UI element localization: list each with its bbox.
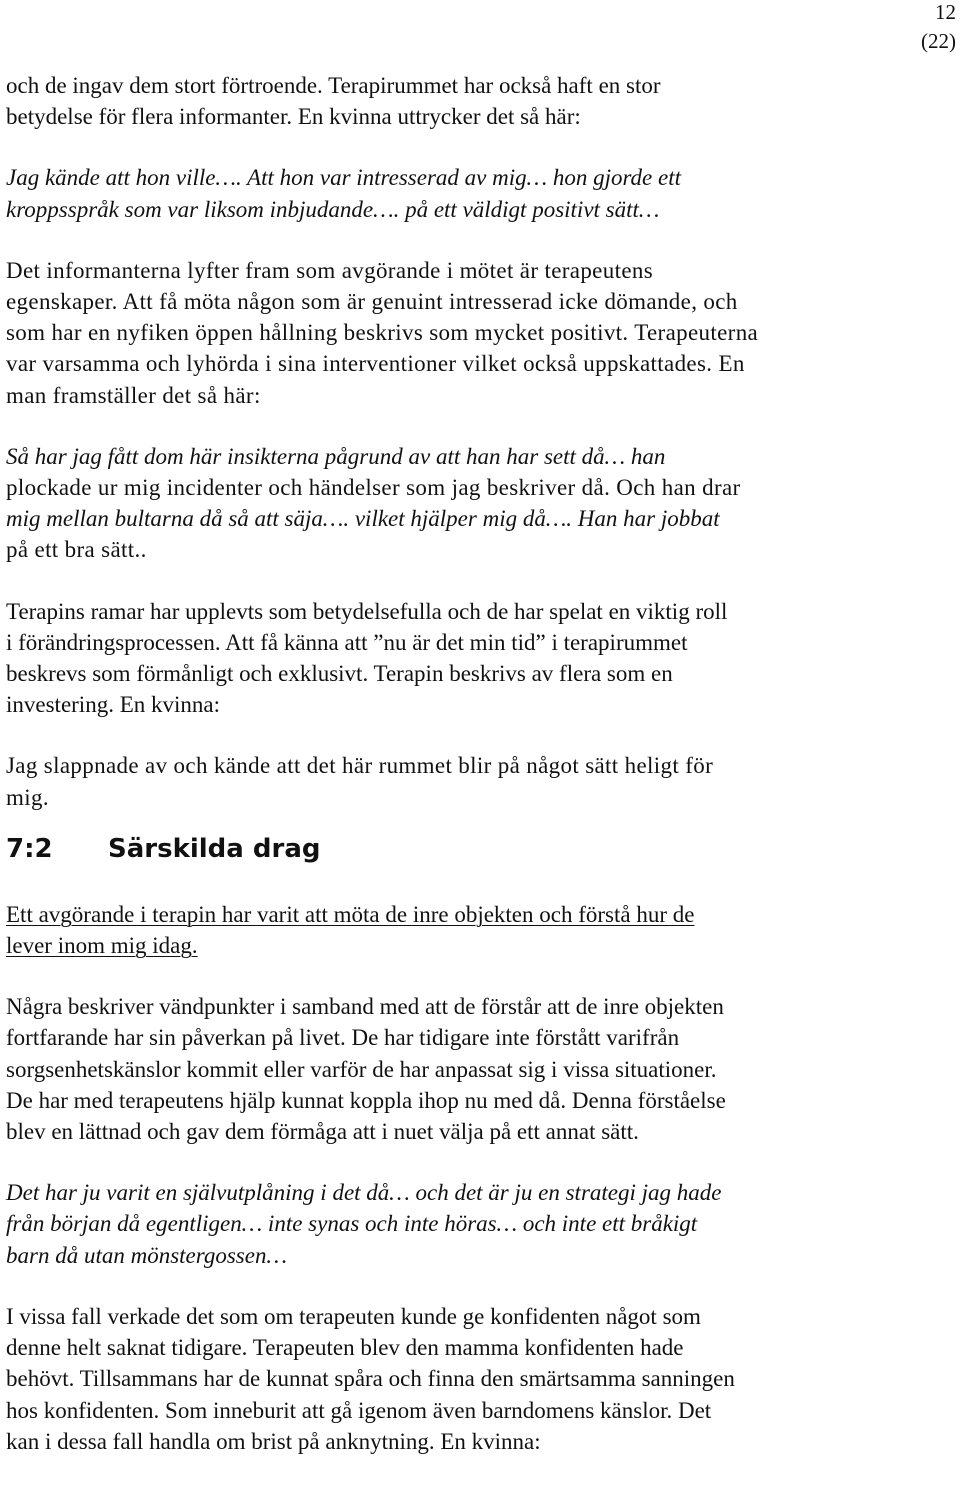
text-line: kan i dessa fall handla om brist på anknytning. En kvinna: [6,1428,541,1454]
quote-line: Jag slappnade av och kände att det här rummet blir på något sätt heligt för [6,753,714,779]
quote-line: från början då egentligen… inte synas och inte höras… och inte ett bråkigt [6,1211,698,1237]
text-line: denne helt saknat tidigare. Terapeuten blev den mamma konfidenten hade [6,1335,684,1361]
paragraph-therapy-frames [6,596,886,721]
quote-line: mig. [6,784,49,810]
text-line: Ett avgörande i terapin har varit att möta de inre objekten och förstå hur de [6,901,695,927]
section-heading [6,829,886,869]
section-number: 7:2 [6,833,53,864]
text-line: behövt. Tillsammans har de kunnat spåra och finna den smärtsamma sanningen [6,1366,735,1392]
text-line: som har en nyfiken öppen hållning beskrivs som mycket positivt. Terapeuterna [6,320,759,346]
quote-woman-1 [6,162,886,224]
text-line: och de ingav dem stort förtroende. Terapirummet har också haft en stor [6,73,661,98]
paragraph-therapist-qualities [6,255,886,411]
text-line: I vissa fall verkade det som om terapeuten kunde ge konfidenten något som [6,1303,701,1329]
text-line: Terapins ramar har upplevts som betydelsefulla och de har spelat en viktig roll [6,598,728,624]
paragraph-turning-points [6,991,886,1147]
paragraph-intro [6,70,886,132]
subheading-inner-objects [6,899,886,961]
text-line: Några beskriver vändpunkter i samband med att de förstår att de inre objekten [6,994,724,1020]
quote-line: kroppsspråk som var liksom inbjudande…. på ett väldigt positivt sätt… [6,196,660,222]
text-line: fortfarande har sin påverkan på livet. De har tidigare inte förstått varifrån [6,1025,680,1051]
text-line: De har med terapeutens hjälp kunnat koppla ihop nu med då. Denna förståelse [6,1087,726,1113]
text-line: sorgsenhetskänslor kommit eller varför de har anpassat sig i vissa situationer. [6,1056,717,1082]
text-line: lever inom mig idag. [6,933,198,959]
quote-line: Så har jag fått dom här insikterna pågrund av att han har sett då… han [6,443,666,469]
text-line: var varsamma och lyhörda i sina interventioner vilket också uppskattades. En [6,351,745,377]
quote-line: plockade ur mig incidenter och händelser som jag beskriver då. Och han drar [6,475,741,501]
quote-man [6,441,886,566]
document-body [6,70,886,1457]
text-line: egenskaper. Att få möta någon som är genuint intresserad icke dömande, och [6,289,738,315]
page-number-total: (22) [921,29,956,53]
text-line: i förändringsprocessen. Att få känna att ”nu är det min tid” i terapirummet [6,629,688,655]
quote-line: Det har ju varit en självutplåning i det då… och det är ju en strategi jag hade [6,1180,722,1206]
text-line: betydelse för flera informanter. En kvinna uttrycker det så här: [6,104,581,130]
text-line: beskrevs som förmånligt och exklusivt. Terapin beskrivs av flera som en [6,661,673,687]
section-title: Särskilda drag [108,833,321,864]
quote-self-erasure [6,1177,886,1271]
quote-line: barn då utan mönstergossen… [6,1242,287,1268]
page-number [921,0,956,56]
text-line: hos konfidenten. Som inneburit att gå igenom även barndomens känslor. Det [6,1397,712,1423]
quote-line: Jag kände att hon ville…. Att hon var intresserad av mig… hon gjorde ett [6,165,682,191]
quote-line: på ett bra sätt.. [6,537,147,563]
text-line: Det informanterna lyfter fram som avgörande i mötet är terapeutens [6,257,654,283]
text-line: man framställer det så här: [6,382,261,408]
quote-woman-2 [6,750,886,812]
paragraph-attachment [6,1301,886,1457]
page-number-current: 12 [935,0,956,24]
quote-line: mig mellan bultarna då så att säja…. vilket hjälper mig då…. Han har jobbat [6,506,720,532]
text-line: blev en lättnad och gav dem förmåga att i nuet välja på ett annat sätt. [6,1119,639,1145]
text-line: investering. En kvinna: [6,692,220,718]
